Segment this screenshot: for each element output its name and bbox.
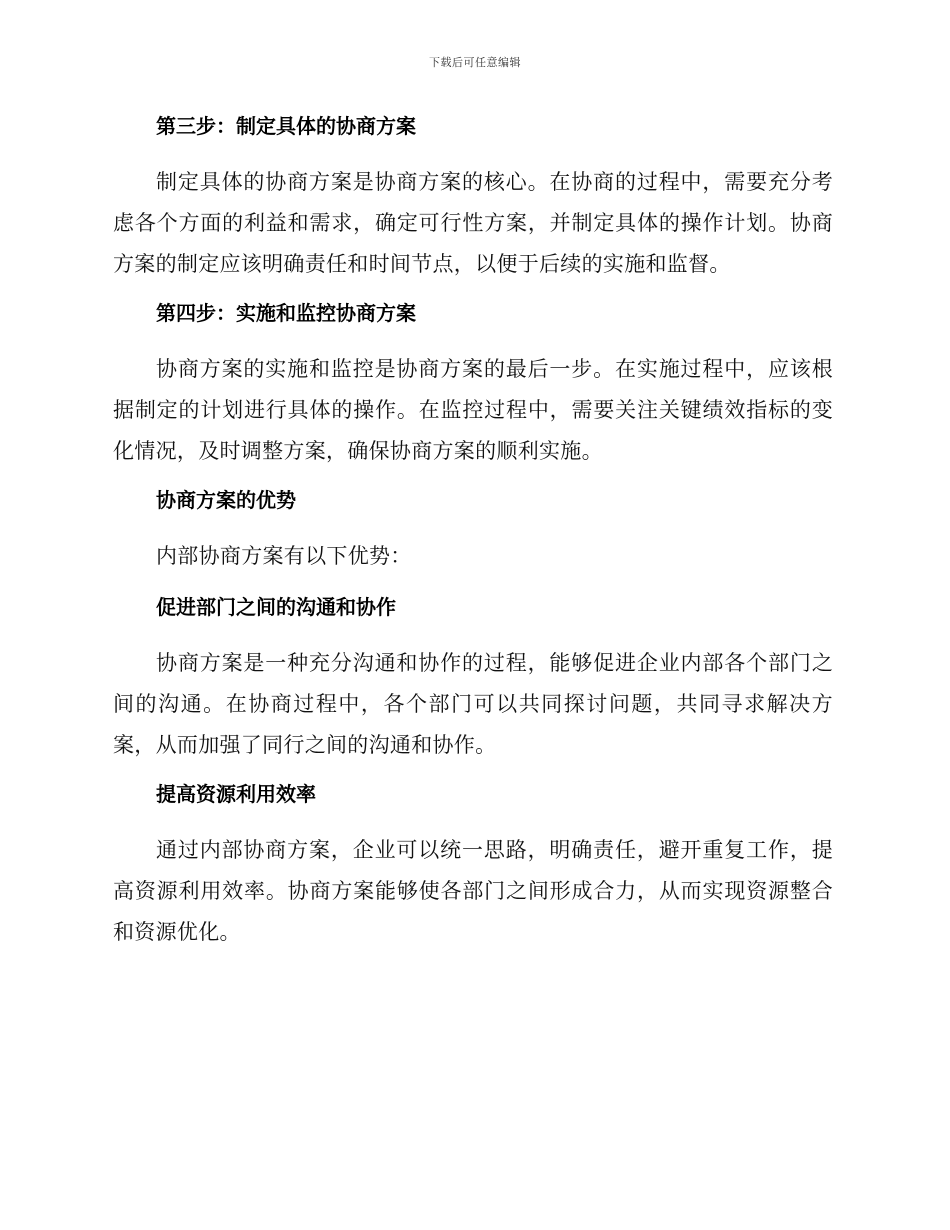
section-heading-efficiency: 提高资源利用效率 [156, 782, 316, 806]
section-paragraph-efficiency: 通过内部协商方案，企业可以统一思路，明确责任，避开重复工作，提高资源利用效率。协商方案能够使各部门之间形成合力，从而实现资源整合和资源优化。 [113, 838, 833, 944]
section-heading-step3: 第三步：制定具体的协商方案 [156, 114, 416, 138]
section-heading-advantages: 协商方案的优势 [156, 488, 296, 512]
section-heading-step4: 第四步：实施和监控协商方案 [156, 301, 416, 325]
page-header: 下载后可任意编辑 [429, 56, 521, 69]
section-paragraph-step3: 制定具体的协商方案是协商方案的核心。在协商的过程中，需要充分考虑各个方面的利益和需求，确定可行性方案，并制定具体的操作计划。协商方案的制定应该明确责任和时间节点，以便于后续的实施和监督。 [113, 170, 833, 276]
document-body [113, 110, 833, 965]
section-paragraph-step4: 协商方案的实施和监控是协商方案的最后一步。在实施过程中，应该根据制定的计划进行具体的操作。在监控过程中，需要关注关键绩效指标的变化情况，及时调整方案，确保协商方案的顺利实施。 [113, 357, 833, 463]
section-heading-communication: 促进部门之间的沟通和协作 [156, 595, 396, 619]
section-paragraph-communication: 协商方案是一种充分沟通和协作的过程，能够促进企业内部各个部门之间的沟通。在协商过程中，各个部门可以共同探讨问题，共同寻求解决方案，从而加强了同行之间的沟通和协作。 [113, 651, 833, 757]
section-paragraph-advantages: 内部协商方案有以下优势： [156, 544, 412, 568]
